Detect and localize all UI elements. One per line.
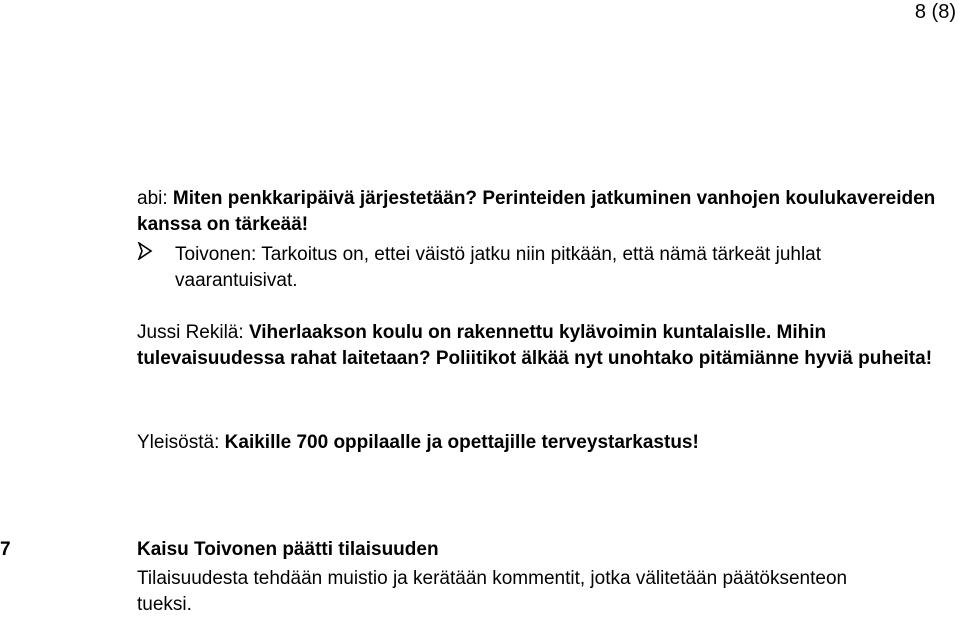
section-title: Kaisu Toivonen päätti tilaisuuden [137,539,439,560]
rekila-comment-text: Viherlaakson koulu on rakennettu kylävoimin kuntalaislle. Mihin tulevaisuudessa rahat laitetaan? Poliitikot älkää nyt unohtako pitämiänne hyviä puheita! [137,322,933,369]
page-number: 8 (8) [914,1,956,23]
yleisosta-comment-text: Kaikille 700 oppilaalle ja opettajille terveystarkastus! [224,432,699,453]
yleisosta-comment [137,430,937,456]
rekila-comment [137,320,937,372]
toivonen-reply: Toivonen: Tarkoitus on, ettei väistö jatku niin pitkään, että nämä tärkeät juhlat vaarantuisivat. [175,244,822,291]
abi-speaker: abi: [137,188,168,209]
section-body: Tilaisuudesta tehdään muistio ja kerätään kommentit, jotka välitetään päätöksenteon tueksi. [137,568,848,615]
section-number: 7 [0,539,11,560]
yleisosta-speaker: Yleisöstä: [137,432,220,453]
arrowhead-bullet-icon [137,242,153,260]
abi-comment [137,186,937,238]
abi-comment-text: Miten penkkaripäivä järjestetään? Perinteiden jatkuminen vanhojen koulukavereiden kanssa on tärkeää! [137,188,936,235]
rekila-speaker: Jussi Rekilä: [137,322,244,343]
